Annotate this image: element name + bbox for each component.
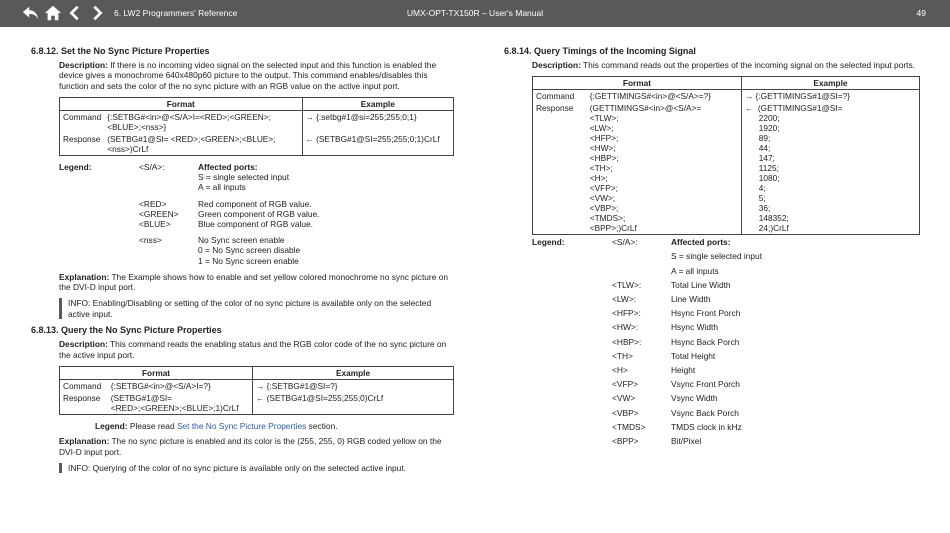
explanation-text: The no sync picture is enabled and its color is the (255, 255, 0) RGB coded yellow on the DVI-D input port.	[59, 436, 442, 457]
table-row	[533, 90, 920, 103]
section-title-6-8-14: 6.8.14. Query Timings of the Incoming Signal	[504, 46, 696, 56]
legend-label	[59, 256, 139, 266]
legend-value: Vsync Back Porch	[671, 407, 739, 418]
table-row	[60, 110, 454, 133]
legend-value: Affected ports:	[198, 161, 258, 172]
legend-value: Height	[671, 364, 696, 375]
legend-key: <H>	[612, 364, 628, 375]
legend-label: Legend:	[59, 161, 92, 172]
legend-label	[59, 172, 139, 182]
legend-label	[59, 245, 139, 255]
description-label: Description:	[59, 339, 108, 350]
left-column	[31, 46, 454, 479]
info-note: INFO: Enabling/Disabling or setting of the color of no sync picture is available only on the selected active input.	[59, 298, 454, 319]
explanation-label: Explanation:	[59, 271, 110, 282]
legend-label	[59, 219, 139, 229]
legend-label	[532, 294, 612, 304]
command-table	[59, 366, 454, 415]
legend-key: <GREEN>	[139, 208, 179, 219]
section-body-6-8-12	[31, 60, 454, 319]
legend-label	[532, 379, 612, 389]
explanation	[59, 272, 454, 293]
command-example: → {:setbg#1@si=255;255;0;1}	[302, 110, 453, 133]
legend-value: Hsync Front Porch	[671, 308, 741, 319]
legend-key: <S/A>:	[612, 237, 638, 248]
response-format: (GETTIMINGS#<in>@<S/A>= <TLW>; <LW>; <HFP>; <HW>; <HBP>; <TH>; <H>; <VFP>; <VW>; <VBP>; <TMDS>; <BPP>;)CrLf	[587, 102, 742, 235]
legend-label	[532, 308, 612, 318]
legend-value: No Sync screen enable	[198, 235, 285, 246]
legend-label	[532, 408, 612, 418]
info-note: INFO: Querying of the color of no sync picture is available only on the selected active input.	[59, 463, 454, 474]
legend-label	[532, 436, 612, 446]
example-header: Example	[253, 366, 454, 379]
legend-key: <HBP>:	[612, 336, 642, 347]
legend-label	[532, 393, 612, 403]
legend-value: Line Width	[671, 294, 711, 305]
command-format: {:SETBG#<in>@<S/A>I=<RED>;<GREEN>;<BLUE>;<nss>}	[104, 110, 302, 133]
legend-label	[59, 182, 139, 192]
page-number: 49	[916, 8, 926, 18]
legend-text: Please read	[127, 420, 177, 431]
table-row	[533, 102, 920, 235]
legend-value: Total Height	[671, 350, 716, 361]
legend-value: Green component of RGB value.	[198, 208, 320, 219]
command-table	[532, 76, 920, 235]
legend-value: 1 = No Sync screen enable	[198, 255, 299, 266]
description-label: Description:	[59, 60, 108, 70]
legend-label: Legend:	[532, 237, 565, 248]
format-header: Format	[533, 77, 742, 90]
table-row	[60, 392, 454, 415]
section-body-6-8-14	[504, 60, 920, 446]
example-header: Example	[302, 97, 453, 110]
top-bar	[0, 0, 950, 27]
explanation	[59, 436, 454, 457]
section-title-6-8-12: 6.8.12. Set the No Sync Picture Properties	[31, 46, 210, 56]
legend-label	[532, 322, 612, 332]
legend-value: TMDS clock in kHz	[671, 421, 742, 432]
legend-line	[59, 421, 454, 431]
description	[532, 60, 920, 70]
legend-value: Red component of RGB value.	[198, 198, 312, 209]
format-header: Format	[60, 97, 303, 110]
legend-key: <nss>	[139, 235, 162, 246]
legend-key	[612, 251, 671, 261]
section-title-6-8-13: 6.8.13. Query the No Sync Picture Properties	[31, 325, 222, 336]
right-column	[504, 46, 920, 452]
legend-label	[532, 266, 612, 276]
response-label: Response	[60, 392, 108, 415]
description-text: If there is no incoming video signal on the selected input and this function is enabled the device gives a monochrome 640x480p60 picture to the output. This command enables/disables this function and sets the color of the no sync picture with an RGB value on the active input port.	[59, 60, 437, 91]
legend-label	[532, 280, 612, 290]
legend-key: <TMDS>	[612, 421, 646, 432]
section-body-6-8-13	[31, 339, 454, 473]
legend-value: Blue component of RGB value.	[198, 218, 313, 229]
response-example: ← (GETTIMINGS#1@SI= 2200; 1920; 89; 44; 147; 1125; 1080; 4; 5; 36; 148352; 24;)CrLf	[741, 102, 919, 235]
legend-label	[532, 351, 612, 361]
legend-value: Hsync Width	[671, 322, 719, 333]
legend-label	[59, 235, 139, 245]
legend-key: <BPP>	[612, 435, 639, 446]
command-label: Command	[533, 90, 587, 103]
legend	[532, 237, 920, 446]
legend-key: <VFP>	[612, 379, 639, 390]
explanation-label: Explanation:	[59, 436, 110, 447]
legend-label	[532, 422, 612, 432]
response-format: (SETBG#1@SI= <RED>;<GREEN>;<BLUE>;1)CrLf	[108, 392, 253, 415]
command-example: → {:GETTIMINGS#1@SI=?}	[741, 90, 919, 103]
description	[59, 60, 454, 91]
legend-value: Bit/Pixel	[671, 435, 702, 446]
legend-label	[532, 365, 612, 375]
command-format: {:SETBG#<in>@<S/A>I=?}	[108, 379, 253, 392]
legend-key	[139, 256, 198, 266]
legend-value: Total Line Width	[671, 279, 731, 290]
legend-key	[612, 266, 671, 276]
legend-value: A = all inputs	[198, 182, 246, 193]
legend-label	[59, 199, 139, 209]
legend-key: <BLUE>	[139, 218, 171, 229]
legend-value: Vsync Width	[671, 393, 718, 404]
legend-key: <TLW>:	[612, 279, 642, 290]
command-format: {:GETTIMINGS#<in>@<S/A>=?}	[587, 90, 742, 103]
legend-value: Hsync Back Porch	[671, 336, 740, 347]
description-text: This command reads the enabling status and the RGB color code of the no sync picture on the active input port.	[59, 339, 447, 360]
legend-key: <HFP>:	[612, 308, 641, 319]
command-table	[59, 97, 454, 156]
legend-key: <LW>:	[612, 294, 637, 305]
table-row	[60, 133, 454, 156]
legend-key: <S/A>:	[139, 161, 165, 172]
legend-label	[532, 251, 612, 261]
legend-key	[139, 245, 198, 255]
manual-title: UMX-OPT-TX150R – User's Manual	[406, 8, 544, 18]
legend-value: Affected ports:	[671, 237, 731, 248]
legend-key	[139, 182, 198, 192]
legend-key: <VBP>	[612, 407, 639, 418]
explanation-text: The Example shows how to enable and set yellow colored monochrome no sync picture on the DVI-D input port.	[59, 271, 449, 293]
response-label: Response	[60, 133, 105, 156]
table-row	[60, 379, 454, 392]
legend-after: section.	[306, 420, 338, 431]
command-label: Command	[60, 379, 108, 392]
legend-label	[59, 209, 139, 219]
section-link[interactable]: Set the No Sync Picture Properties	[176, 420, 307, 431]
legend-key: <TH>	[612, 350, 633, 361]
legend-value: A = all inputs	[671, 265, 719, 276]
description-label: Description:	[532, 60, 581, 70]
description	[59, 339, 454, 360]
legend-key: <HW>:	[612, 322, 639, 333]
legend-key	[139, 172, 198, 182]
response-label: Response	[533, 102, 587, 235]
legend-value: S = single selected input	[671, 251, 763, 262]
legend-value: 0 = No Sync screen disable	[198, 245, 301, 256]
legend-label	[532, 337, 612, 347]
response-example: ← (SETBG#1@SI=255;255;0;1)CrLf	[302, 133, 453, 156]
legend-key: <VW>	[612, 393, 636, 404]
legend	[59, 162, 454, 266]
command-example: → {:SETBG#1@SI=?}	[253, 379, 454, 392]
legend-key: <RED>	[139, 198, 167, 209]
legend-value: Vsync Front Porch	[671, 379, 740, 390]
response-example: ← (SETBG#1@SI=255;255;0)CrLf	[253, 392, 454, 415]
chapter-title: 6. LW2 Programmers' Reference	[114, 8, 238, 18]
legend-value: S = single selected input	[198, 172, 290, 183]
legend-label: Legend:	[95, 420, 128, 431]
description-text: This command reads out the properties of the incoming signal on the selected input ports.	[580, 60, 915, 70]
example-header: Example	[741, 77, 919, 90]
command-label: Command	[60, 110, 105, 133]
response-format: (SETBG#1@SI= <RED>;<GREEN>;<BLUE>;<nss>)CrLf	[104, 133, 302, 156]
format-header: Format	[60, 366, 253, 379]
